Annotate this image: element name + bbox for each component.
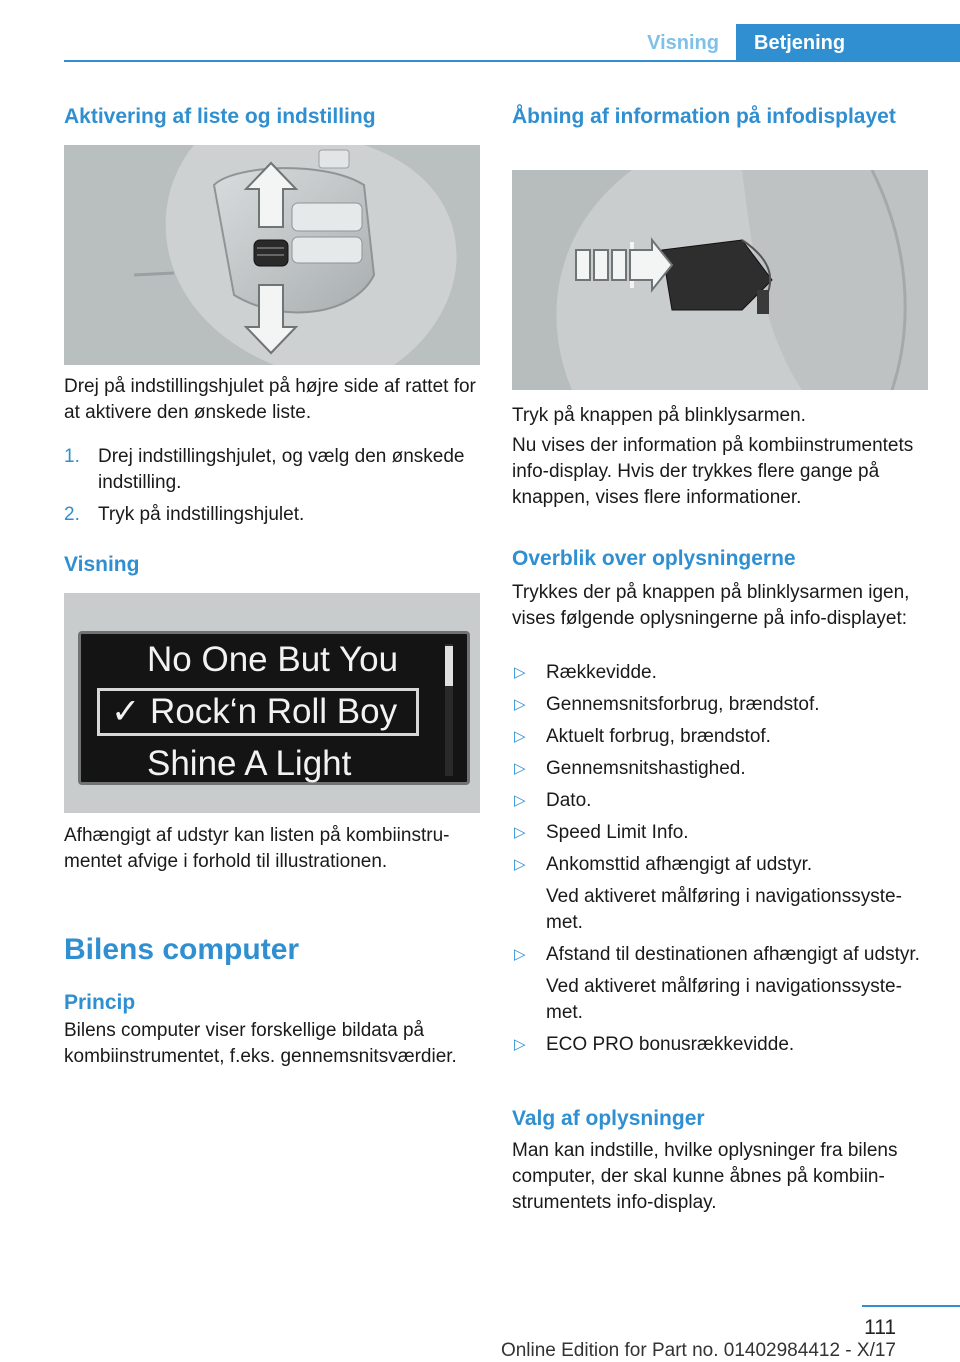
step-item xyxy=(64,502,480,528)
bullet-triangle-icon: ▷ xyxy=(514,696,526,713)
footer-divider xyxy=(862,1305,960,1307)
bullet-triangle-icon: ▷ xyxy=(514,664,526,681)
display-list-item: No One But You xyxy=(147,640,399,679)
display-list-item: Shine A Light xyxy=(147,744,352,783)
chapter-title: Bilens computer xyxy=(64,933,300,966)
list-item xyxy=(512,1032,928,1058)
list-item xyxy=(512,756,928,782)
list-item xyxy=(512,942,928,1026)
list-item-text: Gennemsnitsforbrug, brændstof. xyxy=(546,694,820,715)
list-item-text: Dato. xyxy=(546,790,592,811)
section-title-overview: Overblik over oplysningerne xyxy=(512,547,796,570)
overview-list xyxy=(512,660,928,1064)
step-number: 2. xyxy=(64,504,80,525)
list-item-text: Rækkevidde. xyxy=(546,662,657,683)
section-title-visning: Visning xyxy=(64,553,140,576)
display-list-item-selected: ✓ Rock‘n Roll Boy xyxy=(111,692,398,731)
section-title-select: Valg af oplysninger xyxy=(512,1107,705,1130)
info-display-screen xyxy=(78,631,470,785)
steering-wheel-illustration xyxy=(64,145,480,365)
list-item-text: Afstand til destinationen afhængigt af udstyr. xyxy=(546,944,920,965)
activation-paragraph: Drej på indstillingshjulet på højre side af rattet for at aktivere den ønskede liste. xyxy=(64,376,476,423)
turn-signal-lever-illustration xyxy=(512,170,928,390)
open-info-paragraph-2: Nu vises der information på kombiinstrumentets info-display. Hvis der trykkes flere gange på knappen, vises flere informationer. xyxy=(512,435,914,508)
list-item-text: Speed Limit Info. xyxy=(546,822,689,843)
list-item xyxy=(512,692,928,718)
tab-visning[interactable]: Visning xyxy=(647,32,719,54)
tab-betjening[interactable]: Betjening xyxy=(736,24,960,62)
section-title-open-info: Åbning af information på infodisplayet xyxy=(512,105,896,128)
list-item xyxy=(512,788,928,814)
list-item-text: Aktuelt forbrug, brændstof. xyxy=(546,726,771,747)
bullet-triangle-icon: ▷ xyxy=(514,824,526,841)
bullet-triangle-icon: ▷ xyxy=(514,946,526,963)
step-number: 1. xyxy=(64,446,80,467)
list-item xyxy=(512,852,928,936)
bullet-triangle-icon: ▷ xyxy=(514,728,526,745)
visning-paragraph: Afhængigt af udstyr kan listen på kombiinstrumentet afvige i forhold til illustrationen. xyxy=(64,825,450,872)
select-paragraph: Man kan indstille, hvilke oplysninger fra bilens computer, der skal kunne åbnes på kombiinstrumentets info-display. xyxy=(512,1140,898,1213)
section-title-princip: Princip xyxy=(64,991,136,1014)
page-header xyxy=(0,0,960,62)
list-item-text: Gennemsnitshastighed. xyxy=(546,758,746,779)
list-item-subtext: Ved aktiveret målføring i navigationssystemet. xyxy=(546,976,902,1023)
step-item xyxy=(64,444,480,496)
list-item xyxy=(512,660,928,686)
step-text: Drej indstillingshjulet, og vælg den ønskede indstilling. xyxy=(98,446,465,493)
header-divider xyxy=(64,60,960,62)
overview-paragraph: Trykkes der på knappen på blinklysarmen igen, vises følgende oplysningerne på info-displayet: xyxy=(512,582,910,629)
activation-steps xyxy=(64,444,480,534)
bullet-triangle-icon: ▷ xyxy=(514,792,526,809)
list-item-text: ECO PRO bonusrækkevidde. xyxy=(546,1034,795,1055)
display-scrollbar-thumb xyxy=(445,646,453,686)
list-item xyxy=(512,820,928,846)
open-info-paragraph-1: Tryk på knappen på blinklysarmen. xyxy=(512,405,806,426)
page-number: 111 xyxy=(864,1316,896,1339)
bullet-triangle-icon: ▷ xyxy=(514,856,526,873)
list-item-text: Ankomsttid afhængigt af udstyr. xyxy=(546,854,813,875)
bullet-triangle-icon: ▷ xyxy=(514,760,526,777)
bullet-triangle-icon: ▷ xyxy=(514,1036,526,1053)
section-title-activation: Aktivering af liste og indstilling xyxy=(64,105,376,128)
display-illustration xyxy=(64,593,480,813)
edition-note: Online Edition for Part no. 01402984412 - X/17 xyxy=(500,1340,896,1361)
step-text: Tryk på indstillingshjulet. xyxy=(98,504,305,525)
principle-paragraph: Bilens computer viser forskellige bildata på kombiinstrumentet, f.eks. gennemsnitsværdier. xyxy=(64,1020,457,1067)
list-item xyxy=(512,724,928,750)
list-item-subtext: Ved aktiveret målføring i navigationssystemet. xyxy=(546,886,902,933)
